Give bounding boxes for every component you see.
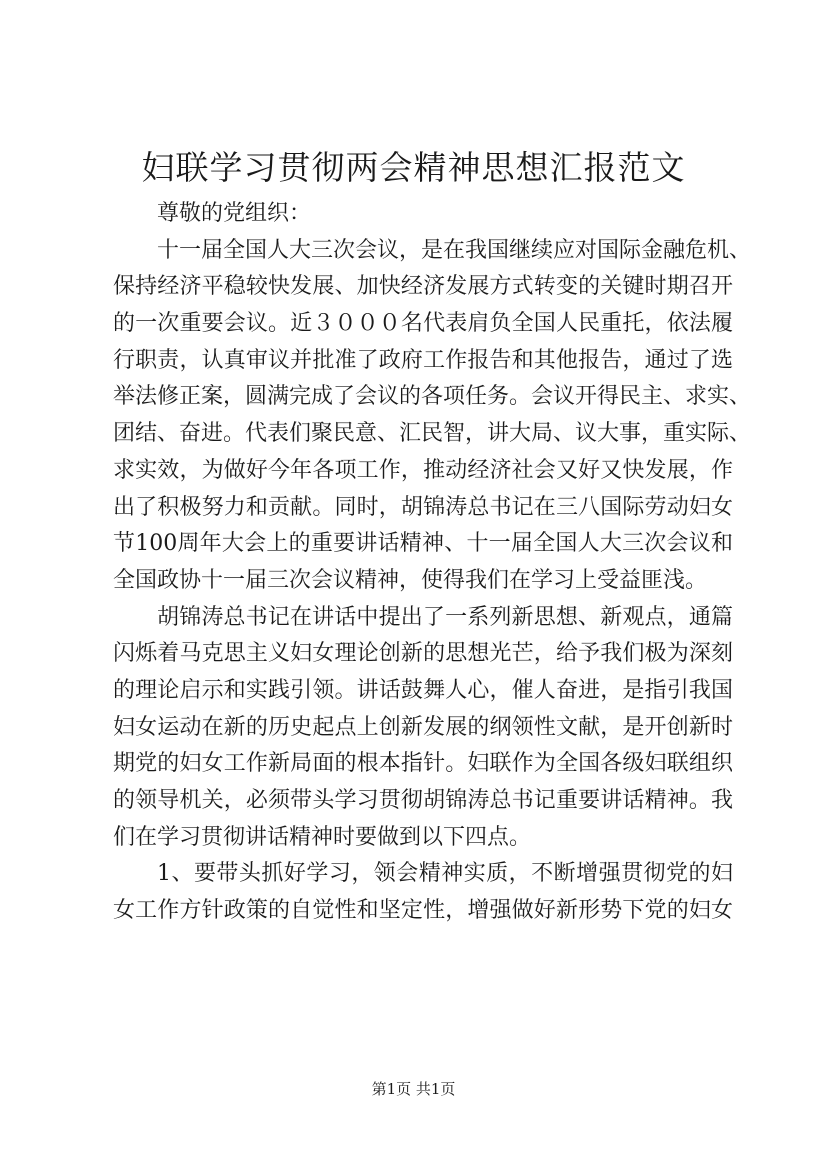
- paragraph-line: 求实效，为做好今年各项工作，推动经济社会又好又快发展，作: [113, 457, 733, 483]
- paragraph-line: 行职责，认真审议并批准了政府工作报告和其他报告，通过了选: [113, 347, 733, 373]
- page-number-footer: 第1页 共1页: [371, 1080, 456, 1098]
- salutation: 尊敬的党组织：: [157, 201, 312, 226]
- paragraph-line: 举法修正案，圆满完成了会议的各项任务。会议开得民主、求实、: [113, 384, 752, 410]
- paragraph-line: 们在学习贯彻讲话精神时要做到以下四点。: [113, 824, 532, 850]
- paragraph-line: 1、要带头抓好学习，领会精神实质，不断增强贯彻党的妇: [157, 861, 733, 887]
- paragraph-line: 的领导机关，必须带头学习贯彻胡锦涛总书记重要讲话精神。我: [113, 788, 733, 813]
- paragraph-line: 出了积极努力和贡献。同时，胡锦涛总书记在三八国际劳动妇女: [113, 494, 733, 520]
- paragraph-line: 期党的妇女工作新局面的根本指针。妇联作为全国各级妇联组织: [113, 751, 733, 777]
- paragraph-line: 团结、奋进。代表们聚民意、汇民智，讲大局、议大事，重实际、: [113, 421, 752, 447]
- paragraph-line: 保持经济平稳较快发展、加快经济发展方式转变的关键时期召开: [113, 274, 733, 300]
- paragraph-line: 全国政协十一届三次会议精神，使得我们在学习上受益匪浅。: [113, 567, 708, 593]
- document-title: 妇联学习贯彻两会精神思想汇报范文: [141, 148, 686, 187]
- paragraph-line: 女工作方针政策的自觉性和坚定性，增强做好新形势下党的妇女: [113, 898, 733, 924]
- document-body: [113, 196, 752, 930]
- paragraph-line: 的一次重要会议。近３０００名代表肩负全国人民重托，依法履: [113, 311, 733, 337]
- paragraph-line: 胡锦涛总书记在讲话中提出了一系列新思想、新观点，通篇: [157, 604, 733, 630]
- paragraph-line: 妇女运动在新的历史起点上创新发展的纲领性文献，是开创新时: [113, 714, 733, 740]
- paragraph-line: 闪烁着马克思主义妇女理论创新的思想光芒，给予我们极为深刻: [113, 641, 733, 667]
- paragraph-line: 节100周年大会上的重要讲话精神、十一届全国人大三次会议和: [113, 531, 733, 557]
- paragraph-line: 十一届全国人大三次会议，是在我国继续应对国际金融危机、: [157, 237, 752, 263]
- paragraph-line: 的理论启示和实践引领。讲话鼓舞人心，催人奋进，是指引我国: [113, 677, 733, 703]
